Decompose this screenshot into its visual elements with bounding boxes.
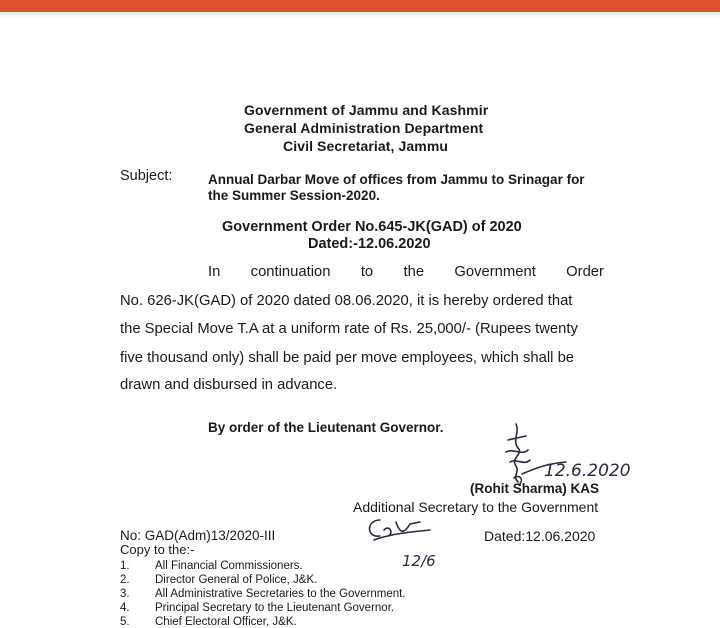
subject-line-2: the Summer Session-2020. [208,188,380,203]
order-number: Government Order No.645-JK(GAD) of 2020 [222,219,522,235]
signatory-designation: Additional Secretary to the Government [353,499,599,515]
header-secretariat: Civil Secretariat, Jammu [283,138,449,154]
top-bar-shadow [0,12,720,18]
top-accent-bar [0,0,720,12]
body-word: the [403,264,425,280]
header-department: General Administration Department [244,120,484,136]
body-word: Order [566,264,604,280]
initials-date: 12/6 [402,552,436,570]
body-line-5: drawn and disbursed in advance. [120,377,338,393]
distribution-item: 1. All Financial Commissioners. [120,560,303,572]
footer-date: Dated:12.06.2020 [484,528,596,544]
body-line-2: No. 626-JK(GAD) of 2020 dated 08.06.2020, it is hereby ordered that [120,293,573,309]
body-word: to [360,264,374,280]
body-line-3: the Special Move T.A at a uniform rate of Rs. 25,000/- (Rupees twenty [120,321,578,337]
body-line-4: five thousand only) shall be paid per move employees, which shall be [120,350,575,366]
handwritten-date: 12.6.2020 [544,461,631,481]
distribution-item: 5. Chief Electoral Officer, J&K. [120,616,297,628]
subject-text [208,172,585,204]
body-word: In [208,264,221,280]
subject-label: Subject: [120,168,173,184]
distribution-item: 3. All Administrative Secretaries to the Government. [120,588,406,600]
order-date: Dated:-12.06.2020 [308,236,431,252]
body-word: Government [454,264,536,280]
signatory-name: (Rohit Sharma) KAS [470,481,600,496]
distribution-item: 4. Principal Secretary to the Lieutenant Governor. [120,602,395,614]
subject-line-1: Annual Darbar Move of offices from Jammu to Srinagar for [208,172,585,187]
body-line-1 [120,264,604,280]
body-word: continuation [250,264,331,280]
distribution-item: 2. Director General of Police, J&K. [120,574,318,586]
file-number: No: GAD(Adm)13/2020-III [120,528,276,543]
header-government: Government of Jammu and Kashmir [244,102,489,118]
handwritten-initials [360,512,450,572]
authority-line: By order of the Lieutenant Governor. [208,420,444,435]
copy-to-label: Copy to the:- [120,542,195,557]
